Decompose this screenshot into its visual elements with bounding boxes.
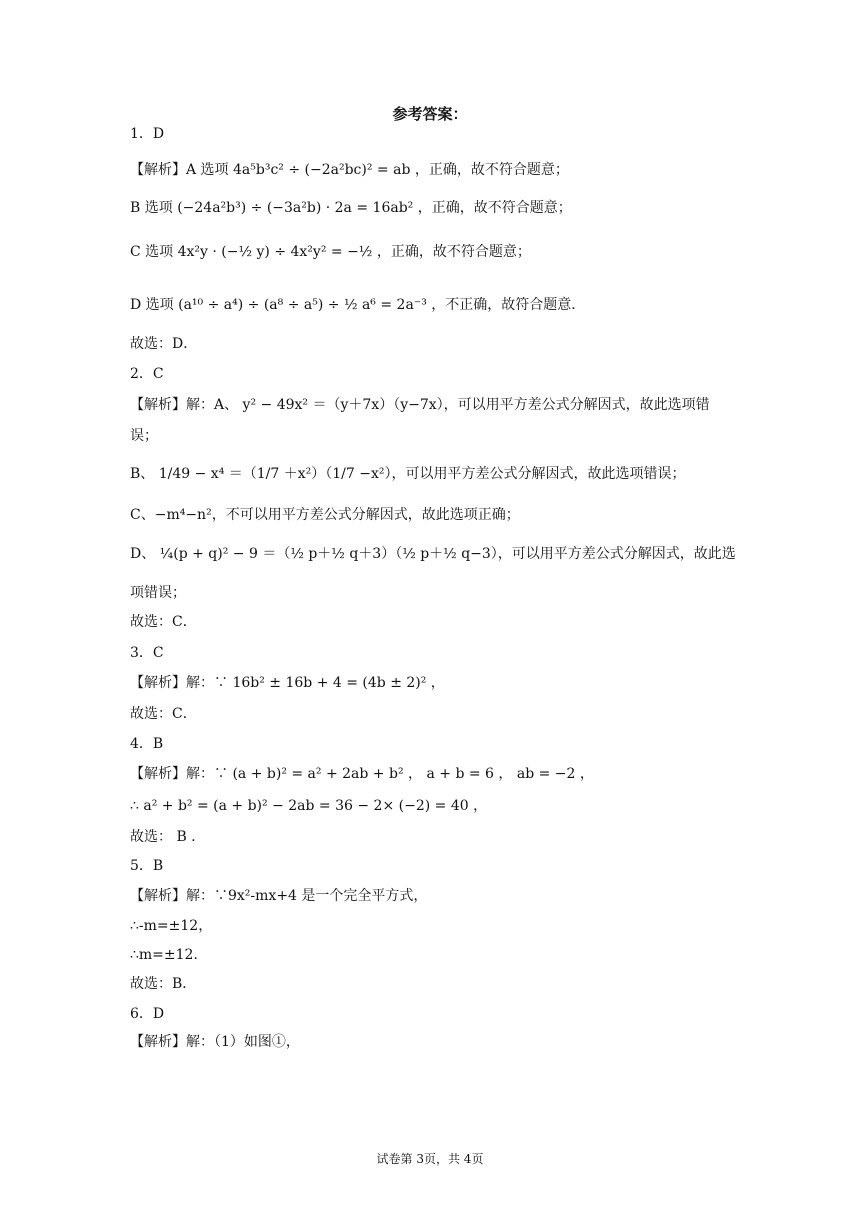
answer-line: 【解析】解：∵ 16b² ± 16b + 4 = (4b ± 2)² ， [130, 675, 445, 691]
answer-line: D 选项 (a¹⁰ ÷ a⁴) ÷ (a⁸ ÷ a⁵) ÷ ½ a⁶ = 2a⁻³ ，不正确，故符合题意． [130, 297, 586, 313]
answer-line: ∴ a² + b² = (a + b)² − 2ab = 36 − 2× (−2) = 40 ， [130, 798, 488, 814]
page-footer: 试卷第 3页，共 4页 [376, 1152, 484, 1166]
answer-line: 【解析】A 选项 4a⁵b³c² ÷ (−2a²bc)² = ab ，正确，故不符合题意； [130, 162, 569, 178]
answer-line: 故选： B ． [130, 829, 206, 845]
answer-line: 【解析】解：∵9x²-mx+4 是一个完全平方式， [130, 888, 428, 904]
answer-line: C 选项 4x²y · (−½ y) ÷ 4x²y² = −½ ，正确，故不符合题意； [130, 244, 531, 260]
page-title: 参考答案： [392, 105, 468, 123]
answer-line: 5．B [130, 858, 164, 874]
answer-line: 6．D [130, 1006, 165, 1022]
answer-line: 3．C [130, 645, 164, 661]
answer-line: 故选：D． [130, 336, 198, 352]
answer-line: 1．D [130, 126, 165, 142]
answer-line: 4．B [130, 736, 164, 752]
answer-line: ∴m=±12． [130, 947, 208, 963]
answer-line: B、 1/49 − x⁴ ＝（1/7 ＋x²）（1/7 −x²），可以用平方差公式分解因式，故此选项错误； [130, 466, 686, 482]
answer-line: D、 ¼(p + q)² − 9 ＝（½ p＋½ q＋3）（½ p＋½ q−3），可以用平方差公式分解因式，故此选 [130, 546, 736, 562]
answer-line: 2．C [130, 366, 164, 382]
answer-line: 项错误； [130, 585, 186, 601]
answer-line: C、−m⁴−n²，不可以用平方差公式分解因式，故此选项正确； [130, 507, 520, 523]
answer-line: 故选：C． [130, 706, 197, 722]
answer-line: 故选：B． [130, 976, 197, 992]
answer-line: 误； [130, 428, 158, 444]
answer-line: 故选：C． [130, 614, 197, 630]
answer-line: 【解析】解：A、 y² − 49x² ＝（y＋7x）（y−7x），可以用平方差公式分解因式，故此选项错 [130, 397, 710, 413]
answer-line: B 选项 (−24a²b³) ÷ (−3a²b) · 2a = 16ab² ，正确，故不符合题意； [130, 200, 572, 216]
answer-line: ∴-m=±12， [130, 918, 213, 934]
answer-line: 【解析】解：∵ (a + b)² = a² + 2ab + b² ， a + b = 6 ， ab = −2 ， [130, 766, 594, 782]
answer-line: 【解析】解：（1）如图①， [130, 1034, 300, 1050]
